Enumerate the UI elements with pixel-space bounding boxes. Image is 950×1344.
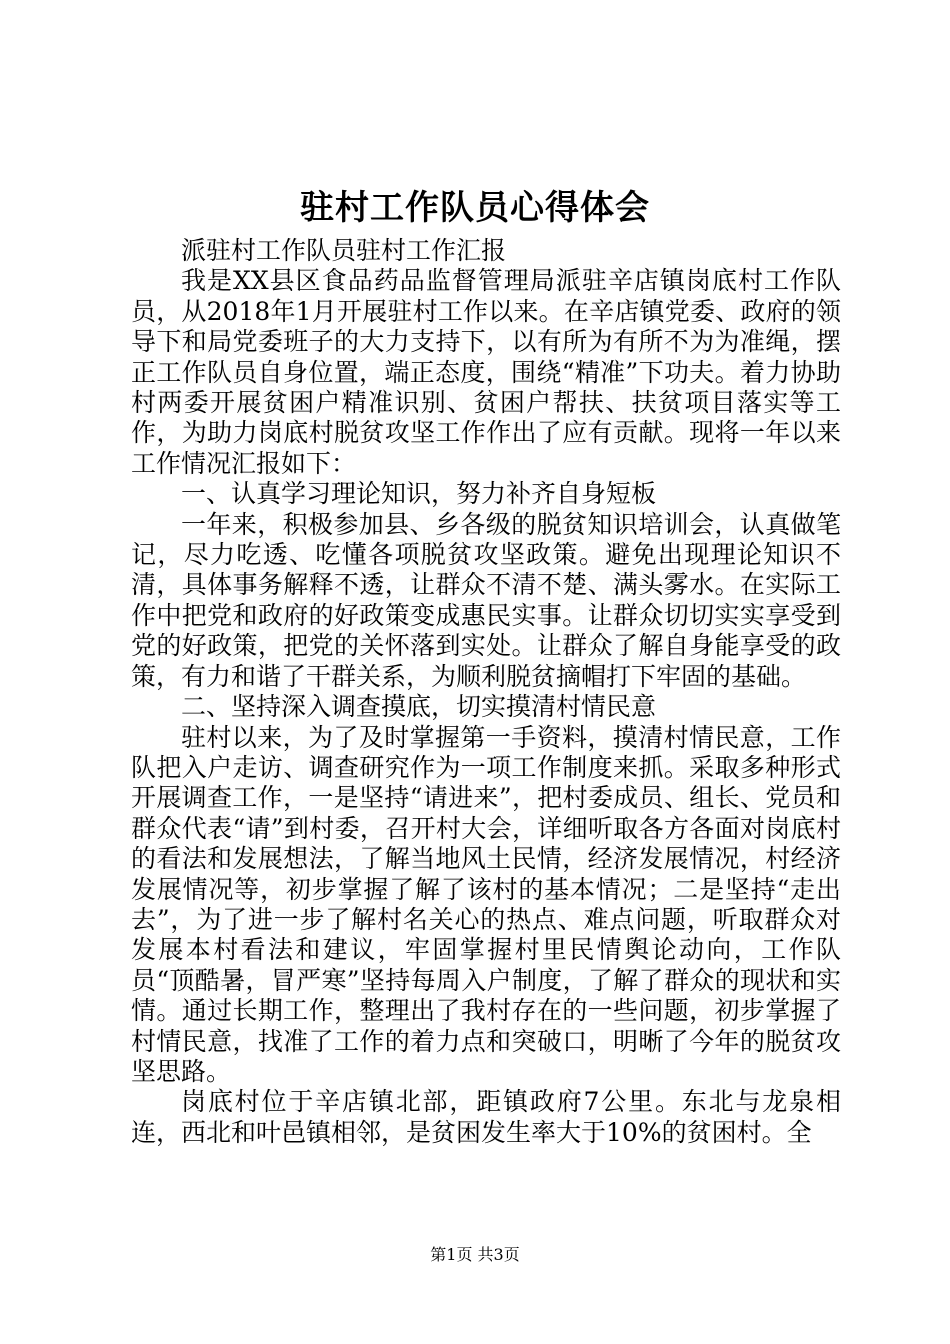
paragraph: 驻村以来，为了及时掌握第一手资料，摸清村情民意，工作队把入户走访、调查研究作为一项工作制度来抓。采取多种形式开展调查工作，一是坚持“请进来”，把村委成员、组长、党员和群众代表“请”到村委，召开村大会，详细听取各方各面对岗底村的看法和发展想法，了解当地风土民情，经济发展情况，村经济发展情况等，初步掌握了解了该村的基本情况；二是坚持“走出去”，为了进一步了解村名关心的热点、难点问题，听取群众对发展本村看法和建议，牢固掌握村里民情舆论动向，工作队员“顶酷暑，冒严寒”坚持每周入户制度，了解了群众的现状和实情。通过长期工作，整理出了我村存在的一些问题，初步掌握了村情民意，找准了工作的着力点和突破口，明晰了今年的脱贫攻坚思路。 (131, 722, 841, 1086)
document-body (131, 236, 841, 1148)
document-title: 驻村工作队员心得体会 (300, 188, 650, 228)
paragraph-heading: 派驻村工作队员驻村工作汇报 (181, 236, 507, 265)
paragraph: 我是XX县区食品药品监督管理局派驻辛店镇岗底村工作队员，从2018年1月开展驻村工作以来。在辛店镇党委、政府的领导下和局党委班子的大力支持下，以有所为有所不为为准绳，摆正工作队员自身位置，端正态度，围绕“精准”下功夫。着力协助村两委开展贫困户精准识别、贫困户帮扶、扶贫项目落实等工作，为助力岗底村脱贫攻坚工作作出了应有贡献。现将一年以来工作情况汇报如下： (131, 266, 841, 478)
section-heading: 二、坚持深入调查摸底，切实摸清村情民意 (181, 692, 657, 722)
paragraph: 一年来，积极参加县、乡各级的脱贫知识培训会，认真做笔记，尽力吃透、吃懂各项脱贫攻坚政策。避免出现理论知识不清，具体事务解释不透，让群众不清不楚、满头雾水。在实际工作中把党和政府的好政策变成惠民实事。让群众切切实实享受到党的好政策，把党的关怀落到实处。让群众了解自身能享受的政策，有力和谐了干群关系，为顺利脱贫摘帽打下牢固的基础。 (131, 509, 841, 691)
page-footer: 第1页 共3页 (430, 1245, 520, 1264)
paragraph: 岗底村位于辛店镇北部，距镇政府7公里。东北与龙泉相连，西北和叶邑镇相邻，是贫困发生率大于10%的贫困村。全 (131, 1087, 841, 1147)
section-heading: 一、认真学习理论知识，努力补齐自身短板 (181, 479, 657, 509)
